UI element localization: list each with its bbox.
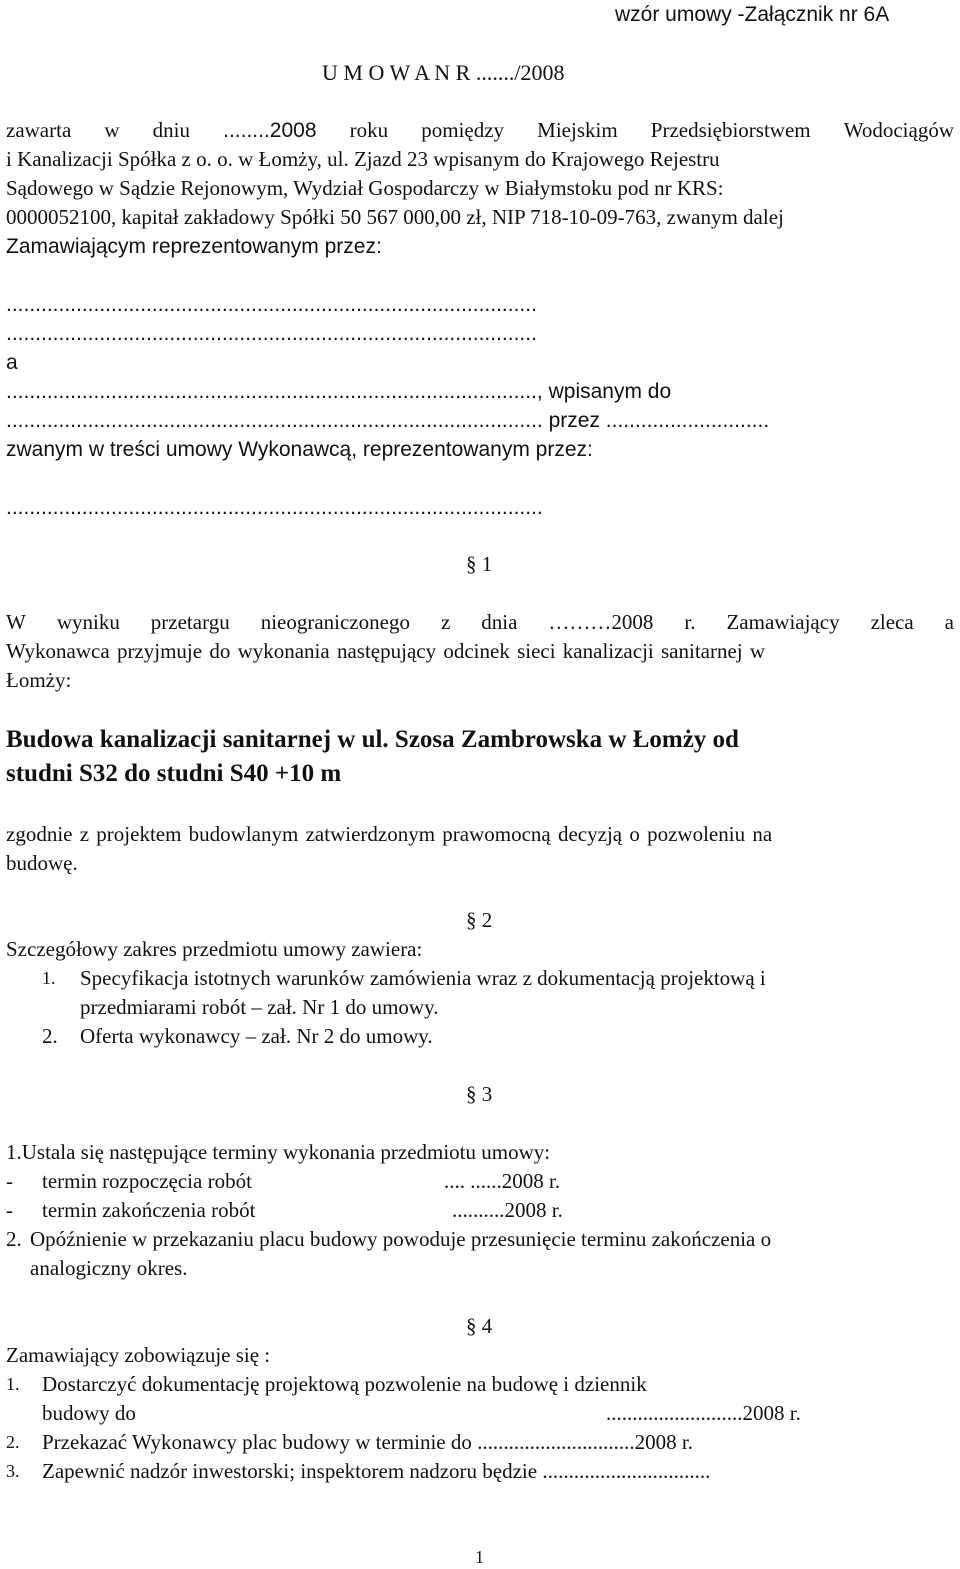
start-term-label: termin rozpoczęcia robót <box>42 1169 252 1193</box>
blank-line-2: ........................................................................................... <box>6 322 537 345</box>
blank-line-4: ............................................................................................ przez ............................ <box>6 409 770 432</box>
word: zawarta <box>6 118 72 142</box>
s1-line-1 <box>6 608 954 637</box>
word: przetargu <box>150 610 230 634</box>
intro-line-2-b: Zjazd 23 wpisanym do Krajowego Rejestru <box>353 147 720 171</box>
s2-intro: Szczegółowy zakres przedmiotu umowy zawiera: <box>6 937 423 961</box>
word: z <box>440 610 451 634</box>
word: W <box>6 610 26 634</box>
word: pomiędzy <box>421 118 505 142</box>
intro-line-3: Sądowego w Sądzie Rejonowym, Wydział Gospodarczy w Białymstoku pod nr KRS: <box>6 176 724 200</box>
dash: - <box>6 1198 13 1222</box>
s4-item-1-date: ..........................2008 r. <box>606 1401 801 1425</box>
section-4-mark: § 4 <box>466 1314 493 1338</box>
task-title-line-1: Budowa kanalizacji sanitarnej w ul. Szosa Zambrowska w Łomży od <box>6 726 739 753</box>
word: w <box>104 118 120 142</box>
attachment-label: wzór umowy -Załącznik nr 6A <box>615 3 890 26</box>
intro-line-2-a: i Kanalizacji Spółka z o. o. w Łomży, ul. <box>6 147 349 171</box>
s1-line-2: Wykonawca przyjmuje do wykonania następujący odcinek sieci kanalizacji sanitarnej w <box>6 639 766 663</box>
s4-item-1-line-1: Dostarczyć dokumentację projektową pozwolenie na budowę i dziennik <box>42 1372 647 1396</box>
word: dniu <box>152 118 191 142</box>
word: Wodociągów <box>843 118 954 142</box>
s3-paragraph-1: 1.Ustala się następujące terminy wykonania przedmiotu umowy: <box>6 1140 551 1164</box>
s2-item-1-line-1: Specyfikacja istotnych warunków zamówienia wraz z dokumentacją projektową i <box>80 966 766 990</box>
s4-item-2: Przekazać Wykonawcy plac budowy w terminie do ..............................2008 r. <box>42 1430 693 1454</box>
section-3-mark: § 3 <box>466 1082 493 1106</box>
word: ........2008 <box>223 119 317 142</box>
blank-line-5: ............................................................................................ <box>6 496 543 519</box>
s1-line-3: Łomży: <box>6 668 72 692</box>
s4-intro: Zamawiający zobowiązuje się : <box>6 1343 271 1367</box>
s2-item-1-line-2: przedmiarami robót – zał. Nr 1 do umowy. <box>80 995 439 1019</box>
word: nieograniczonego <box>260 610 410 634</box>
s4-item-1-line-2: budowy do <box>42 1401 136 1425</box>
section-2-mark: § 2 <box>466 908 493 932</box>
end-term-value: ..........2008 r. <box>452 1198 563 1222</box>
task-title-line-2: studni S32 do studni S40 +10 m <box>6 760 342 787</box>
word: a <box>944 610 954 634</box>
word: r. <box>684 610 696 634</box>
contractor-line: zwanym w treści umowy Wykonawcą, reprezentowanym przez: <box>6 438 593 461</box>
word: Zamawiający <box>726 610 840 634</box>
word: zleca <box>870 610 914 634</box>
s3-paragraph-2-line-1: Opóźnienie w przekazaniu placu budowy powoduje przesunięcie terminu zakończenia o <box>30 1227 772 1251</box>
intro-line-4: 0000052100, kapitał zakładowy Spółki 50 567 000,00 zł, NIP 718-10-09-763, zwanym dalej <box>6 205 784 229</box>
list-number: 2. <box>42 1024 58 1048</box>
s2-item-2: Oferta wykonawcy – zał. Nr 2 do umowy. <box>80 1024 433 1048</box>
intro-line-1 <box>6 116 954 145</box>
blank-line-3: ..........................................................................................., wpisanym do <box>6 380 672 403</box>
intro-line-5: Zamawiającym reprezentowanym przez: <box>6 235 382 258</box>
intro-line-2 <box>6 145 720 174</box>
word: wyniku <box>56 610 120 634</box>
list-number: 3. <box>6 1461 20 1481</box>
list-number: 2. <box>6 1432 20 1452</box>
end-term-label: termin zakończenia robót <box>42 1198 256 1222</box>
list-number: 1. <box>6 1374 20 1394</box>
word: roku <box>349 118 389 142</box>
word: dnia <box>481 610 518 634</box>
conjunction-a: a <box>6 351 18 374</box>
contract-title: U M O W A N R ......./2008 <box>322 60 565 85</box>
list-number: 2. <box>6 1227 22 1251</box>
word: ………2008 <box>548 610 654 634</box>
s3-paragraph-2-line-2: analogiczny okres. <box>30 1256 188 1280</box>
word: Miejskim <box>537 118 618 142</box>
page-number: 1 <box>475 1547 484 1567</box>
dash: - <box>6 1169 13 1193</box>
list-number: 1. <box>42 968 56 988</box>
section-1-mark: § 1 <box>466 552 493 576</box>
s4-item-3: Zapewnić nadzór inwestorski; inspektorem nadzoru będzie ................................ <box>42 1459 711 1483</box>
s1-line-4: zgodnie z projektem budowlanym zatwierdzonym prawomocną decyzją o pozwoleniu na <box>6 822 773 846</box>
start-term-value: .... ......2008 r. <box>444 1169 561 1193</box>
blank-line-1: ........................................................................................... <box>6 293 537 316</box>
word: Przedsiębiorstwem <box>650 118 811 142</box>
s1-line-5: budowę. <box>6 851 78 875</box>
